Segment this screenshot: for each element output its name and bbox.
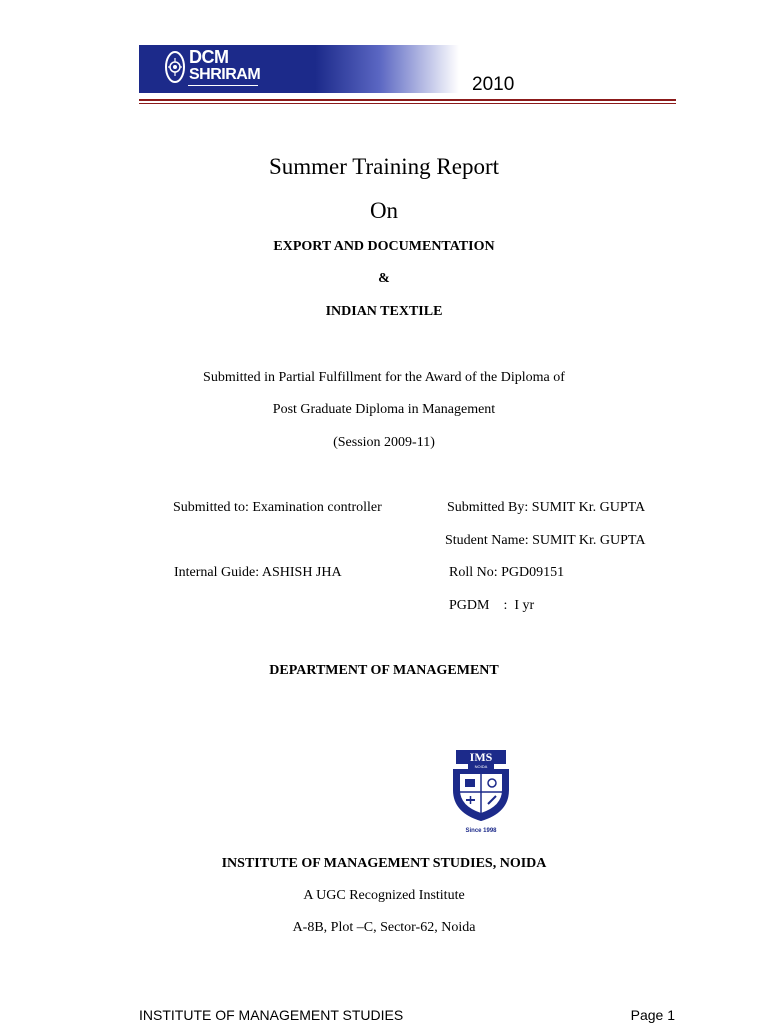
subject-line-1: EXPORT AND DOCUMENTATION <box>273 239 495 254</box>
institute-recognition: A UGC Recognized Institute <box>303 888 465 903</box>
header-year: 2010 <box>472 74 515 95</box>
report-title: Summer Training Report <box>268 154 499 179</box>
report-title-on: On <box>369 198 399 223</box>
submitted-to: Submitted to: Examination controller <box>173 500 382 515</box>
footer-page-number: Page 1 <box>630 1007 675 1023</box>
dcm-shriram-logo-banner <box>139 45 459 93</box>
logo-underline <box>188 85 258 86</box>
student-name: Student Name: SUMIT Kr. GUPTA <box>445 533 646 548</box>
department-name: DEPARTMENT OF MANAGEMENT <box>269 663 499 678</box>
subject-line-2: INDIAN TEXTILE <box>325 304 443 319</box>
session: (Session 2009-11) <box>333 435 435 450</box>
internal-guide: Internal Guide: ASHISH JHA <box>174 565 342 580</box>
submission-statement: Submitted in Partial Fulfillment for the Award of the Diploma of <box>203 370 565 385</box>
svg-text:Since 1998: Since 1998 <box>465 828 497 834</box>
svg-text:IMS: IMS <box>469 750 493 764</box>
header-rule-thick <box>139 99 676 101</box>
roll-number: Roll No: PGD09151 <box>449 565 565 580</box>
logo-text-dcm: DCM <box>189 47 229 67</box>
pgdm-year: PGDM : I yr <box>449 598 535 613</box>
logo-text-shriram: SHRIRAM <box>189 66 261 83</box>
dcm-shriram-emblem-icon <box>164 49 186 85</box>
subject-ampersand: & <box>378 271 390 286</box>
ims-crest-logo <box>446 748 516 834</box>
institute-address: A-8B, Plot –C, Sector-62, Noida <box>292 920 476 935</box>
footer-institute: INSTITUTE OF MANAGEMENT STUDIES <box>139 1007 404 1023</box>
svg-text:NOIDA: NOIDA <box>474 764 488 769</box>
header-rule-thin <box>139 103 676 104</box>
program-name: Post Graduate Diploma in Management <box>272 402 496 417</box>
institute-name: INSTITUTE OF MANAGEMENT STUDIES, NOIDA <box>221 856 547 871</box>
submitted-by: Submitted By: SUMIT Kr. GUPTA <box>447 500 646 515</box>
